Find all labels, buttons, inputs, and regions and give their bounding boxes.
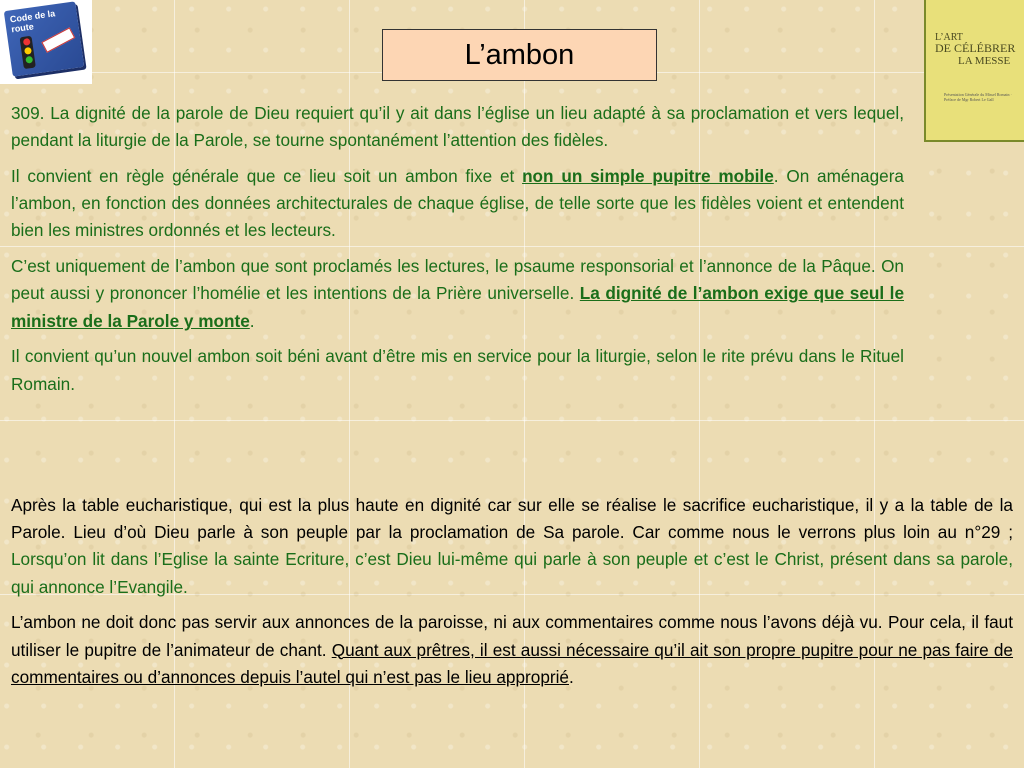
paragraph-text: .	[568, 666, 574, 687]
art-de-celebrer-la-messe-cover	[924, 0, 1024, 142]
paragraph	[11, 163, 904, 245]
paragraph-text: C’est uniquement de l’ambon que sont proclamés les lectures, le psaume responsorial et l’annonce de la Pâque. On peut aussi y prononcer l’homélie et les intentions de la Prière universelle.	[11, 256, 904, 304]
traffic-light-icon	[20, 36, 36, 69]
paragraph-text: . On aménagera l’ambon, en fonction des données architecturales de chaque église, de telle sorte que les fidèles voient et entendent bien les ministres ordonnés et les lecteurs.	[11, 166, 904, 241]
paragraph	[11, 609, 1013, 691]
paragraph-text: Après la table eucharistique, qui est la plus haute en dignité car sur elle se réalise le sacrifice eucharistique, il y a la table de la Parole. Lieu d’où Dieu parle à son peuple par la proclamation de Sa parole. Car comme nous le verrons plus loin au n°29 ;	[11, 495, 1013, 543]
book-title: Code de la route	[9, 8, 56, 35]
scripture-quote: Lorsqu’on lit dans l’Eglise la sainte Ecriture, c’est Dieu lui-même qui parle à son peuple et c’est le Christ, présent dans sa parole, qui annonce l’Evangile.	[11, 549, 1013, 597]
paragraph	[11, 492, 1013, 601]
cover-subtitle: Présentation Générale du Missel Romain · Préface de Mgr Robert Le Gall	[944, 92, 1012, 102]
paragraph	[11, 100, 904, 154]
code-de-la-route-book-icon	[4, 1, 84, 76]
paragraph-text: 309. La dignité de la parole de Dieu requiert qu’il y ait dans l’église un lieu adapté à sa proclamation et vers lequel, pendant la liturgie de la Parole, se tourne spontanément l’attention des fidèles.	[11, 103, 904, 151]
emphasis: Quant aux prêtres, il est aussi nécessaire qu’il ait son propre pupitre pour ne pas faire de commentaires ou d’annonces depuis l’autel qui n’est pas le lieu approprié	[11, 639, 1013, 687]
cover-title-line-2: DE CÉLÉBRER	[935, 41, 1016, 55]
commentary	[11, 492, 1013, 700]
paragraph-text: .	[249, 310, 255, 331]
paragraph	[11, 253, 904, 335]
paragraph-text: L’ambon ne doit donc pas servir aux annonces de la paroisse, ni aux commentaires comme nous l’avons déjà vu. Pour cela, il faut utiliser le pupitre de l’animateur de chant.	[11, 612, 1013, 660]
slide-title-text: L’ambon	[464, 38, 575, 71]
code-de-la-route-logo	[0, 0, 92, 84]
cover-title-line-3: LA MESSE	[958, 55, 1011, 67]
gmr-excerpt	[11, 100, 904, 406]
paragraph	[11, 343, 904, 397]
paragraph-text: Il convient en règle générale que ce lieu soit un ambon fixe et	[11, 166, 523, 186]
slide-title	[382, 29, 657, 81]
emphasis: La dignité de l’ambon exige que seul le ministre de la Parole y monte	[11, 283, 904, 331]
paragraph-text: Il convient qu’un nouvel ambon soit béni avant d’être mis en service pour la liturgie, selon le rite prévu dans le Rituel Romain.	[11, 346, 904, 394]
cover-title-line-1: L’ART	[935, 32, 963, 43]
emphasis: non un simple pupitre mobile	[522, 166, 774, 186]
road-sign-icon	[41, 27, 75, 53]
